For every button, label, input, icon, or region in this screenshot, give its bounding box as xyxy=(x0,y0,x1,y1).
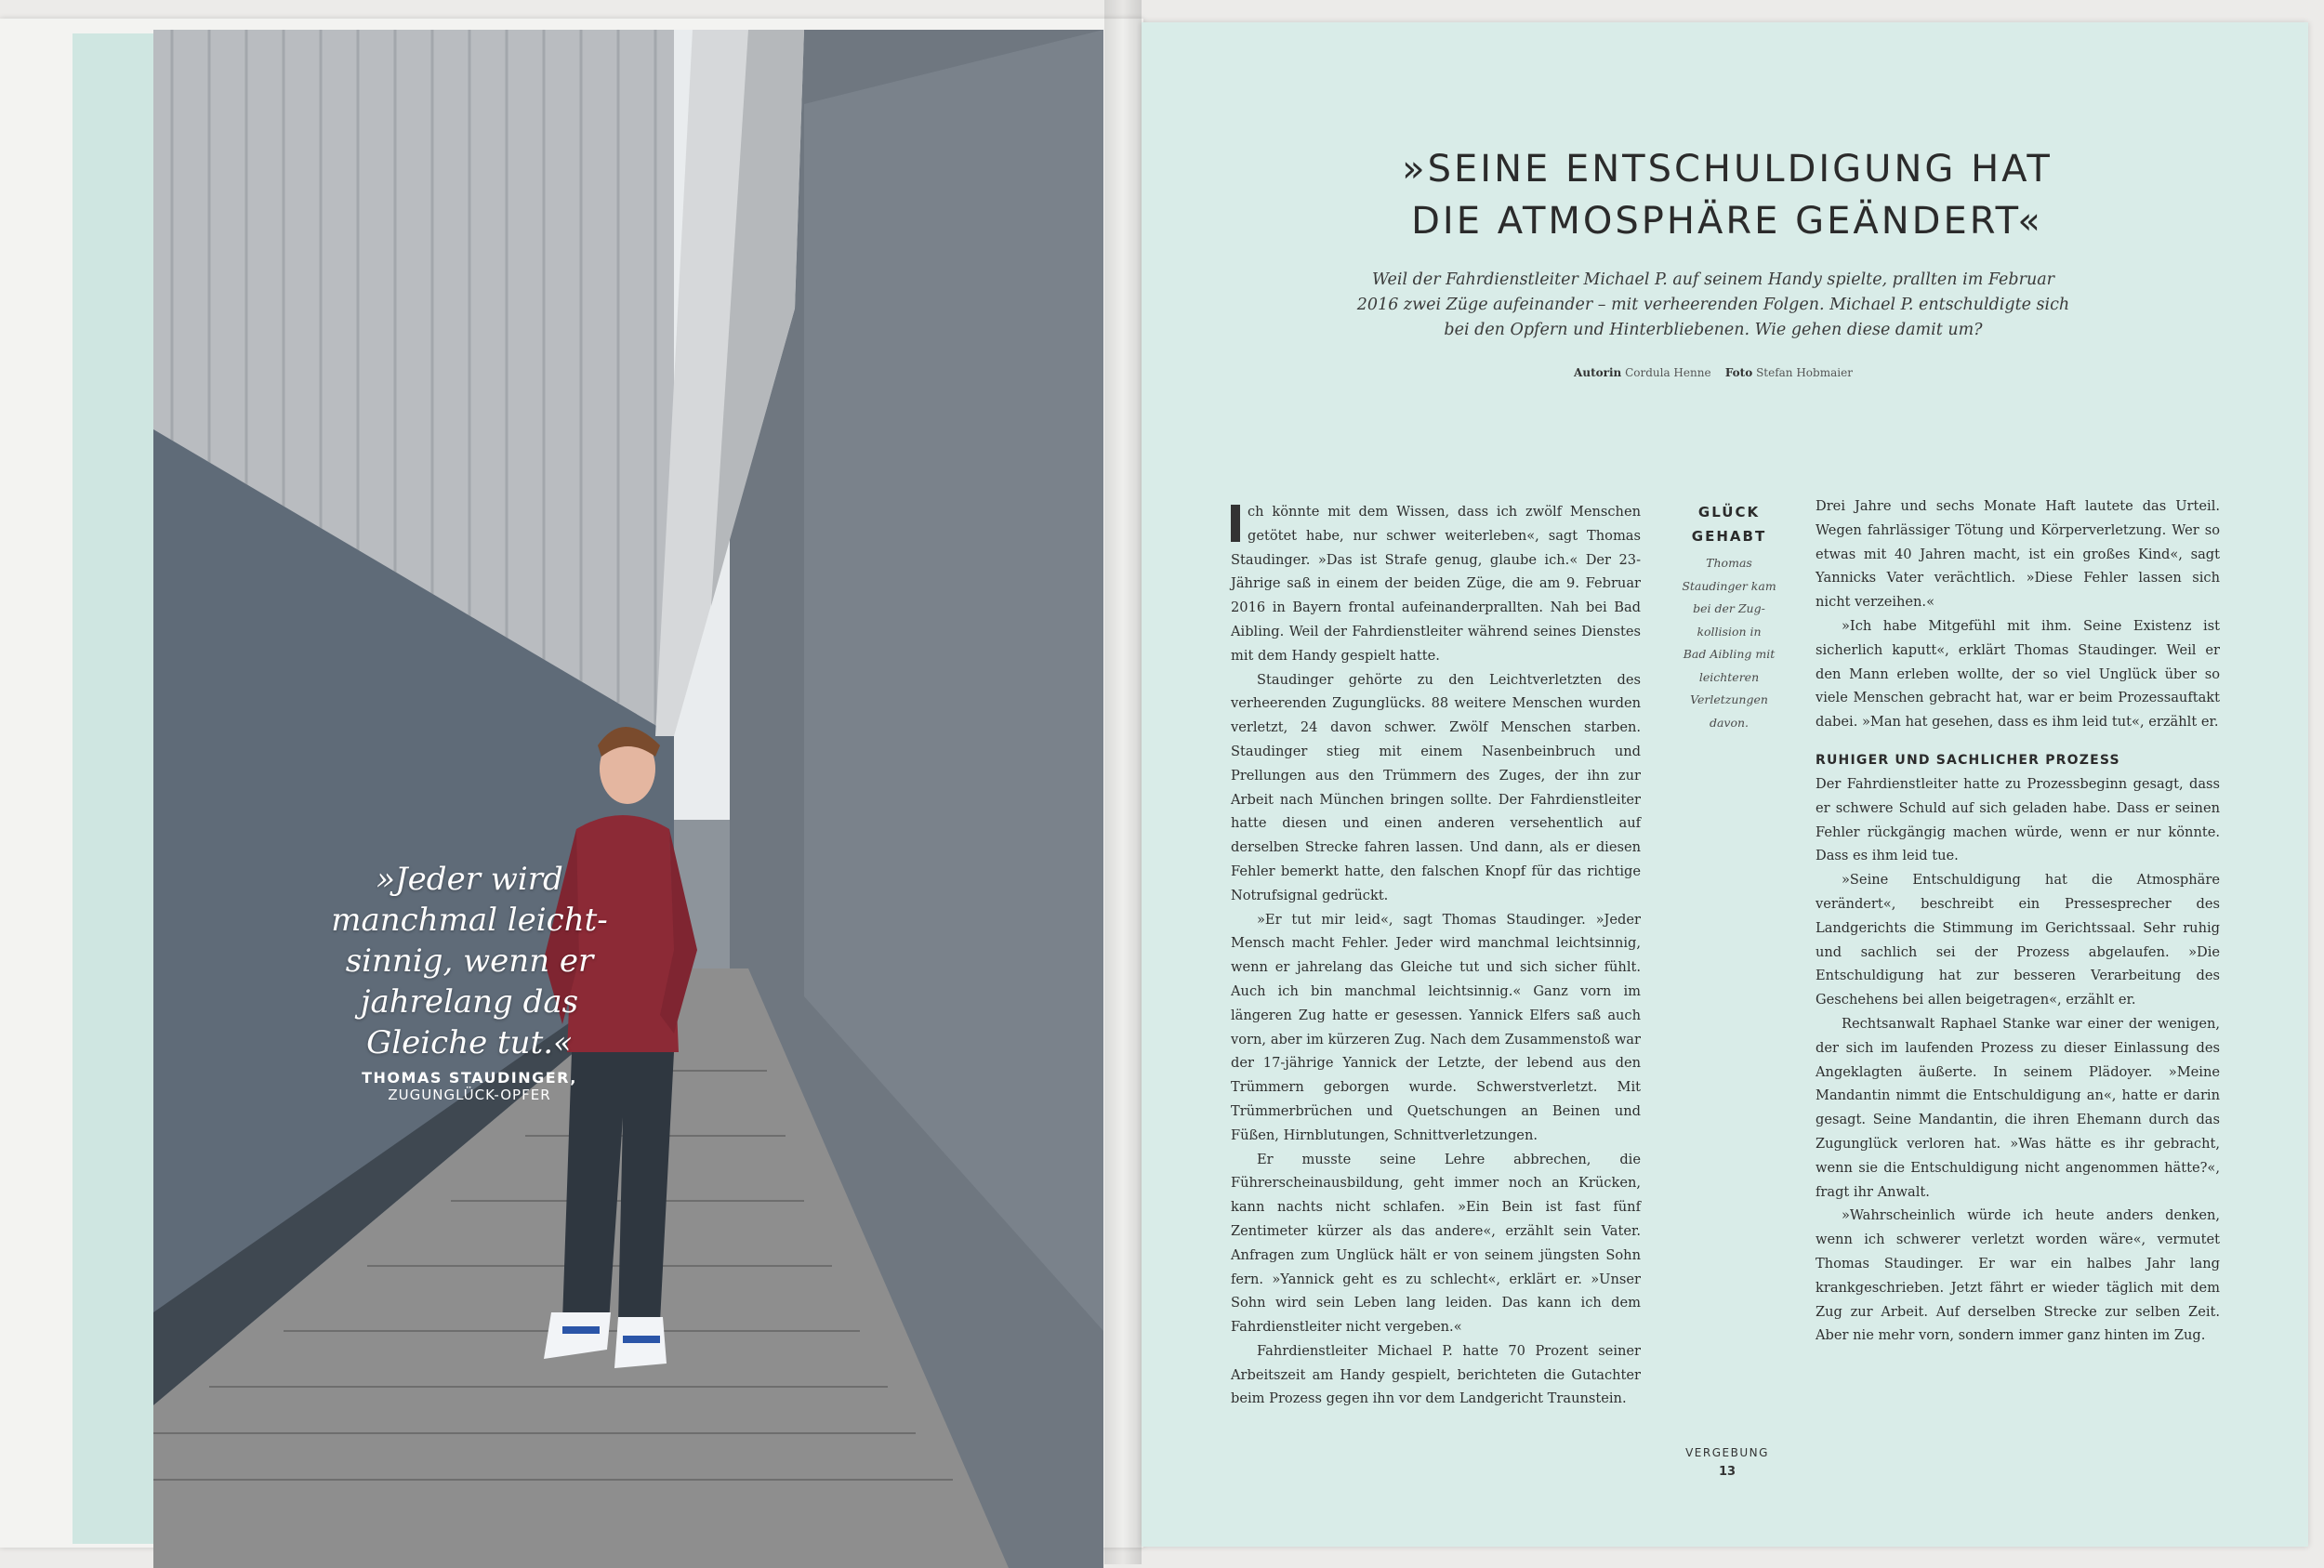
headline-line-2: DIE ATMOSPHÄRE GEÄNDERT« xyxy=(1411,200,2043,243)
photo-label: Foto xyxy=(1724,366,1753,379)
mint-color-strip xyxy=(73,33,162,1544)
page-number: 13 xyxy=(1718,1465,1736,1479)
paragraph: Rechtsanwalt Raphael Stanke war einer der wenigen, der sich im laufenden Prozess zu dieser Einlassung des Angeklagten äußerte. In seinem Plädoyer. »Meine Mandantin nimmt die Entschuldigung an«, hatte er darin gesagt. Seine Mandantin, die ihren Ehemann durch das Zugunglück verloren hat. »Was hätte es ihr gebracht, wenn sie die Entschuldigung nicht angenommen hätte?«, fragt ihr Anwalt. xyxy=(1816,1015,2220,1200)
side-note-title: GLÜCK GEHABT xyxy=(1691,504,1767,545)
paragraph: »Ich habe Mitgefühl mit ihm. Seine Existenz ist sicherlich kaputt«, erklärt Thomas Staudinger. Weil er den Mann erleben wollte, der so viel Unglück über so viele Menschen gebracht hat, war er beim Prozessauftakt dabei. »Man hat gesehen, dass es ihm leid tut«, erzählt er. xyxy=(1816,617,2220,731)
portrait-photo xyxy=(153,30,1103,1568)
drop-cap-i xyxy=(1231,505,1240,542)
pull-quote-role: ZUGUNGLÜCK-OPFER xyxy=(388,1087,551,1103)
book-gutter xyxy=(1104,0,1142,1564)
left-page xyxy=(0,19,1143,1548)
article-intro: Weil der Fahrdienstleiter Michael P. auf seinem Handy spielte, prallten im Februar 2016 zwei Züge aufeinander – mit verheerenden Folgen. Michael P. entschuldigte sich bei den Opfern und Hinterbliebenen. Wie gehen diese damit um? xyxy=(1356,270,2070,339)
paragraph: ch könnte mit dem Wissen, dass ich zwölf Menschen getötet habe, nur schwer weiterleben«, sagt Thomas Staudinger. »Das ist Strafe genug, glaube ich.« Der 23-Jährige saß in einem der beiden Züge, die am 9. Februar 2016 in Bayern frontal aufeinanderprallten. Nah bei Bad Aibling. Weil der Fahrdienstleiter während seines Dienstes mit dem Handy gespielt hatte. xyxy=(1231,504,1641,664)
pull-quote xyxy=(321,859,618,1103)
author-label: Autorin xyxy=(1574,366,1622,379)
pull-quote-text: »Jeder wird manchmal leicht- sinnig, wenn er jahrelang das Gleiche tut.« xyxy=(331,861,608,1061)
paragraph: Der Fahrdienstleiter hatte zu Prozessbeginn gesagt, dass er schwere Schuld auf sich geladen habe. Dass er seinen Fehler rückgängig machen würde, wenn er nur könnte. Dass es ihm leid tue. xyxy=(1816,775,2220,864)
page-footer xyxy=(1597,1446,1857,1479)
article-headline xyxy=(1225,143,2229,247)
section-name: VERGEBUNG xyxy=(1685,1446,1769,1459)
paragraph: Er musste seine Lehre abbrechen, die Führerscheinausbildung, geht immer noch an Krücken, kann nachts nicht schlafen. »Ein Bein ist fast fünf Zentimeter kürzer als das andere«, erzählt sein Vater. Anfragen zum Unglück hält er von seinem jüngsten Sohn fern. »Yannick geht es zu schlecht«, erklärt er. »Unser Sohn wird sein Leben lang leiden. Das kann ich dem Fahrdienstleiter nicht vergeben.« xyxy=(1231,1151,1641,1336)
headline-line-1: »SEINE ENTSCHULDIGUNG HAT xyxy=(1402,148,2053,191)
section-subheading: RUHIGER UND SACHLICHER PROZESS xyxy=(1816,752,2120,768)
article-column-2 xyxy=(1816,494,2220,1348)
paragraph: Fahrdienstleiter Michael P. hatte 70 Prozent seiner Arbeitszeit am Handy gespielt, berichteten die Gutachter beim Prozess gegen ihn vor dem Landgericht Traunstein. xyxy=(1231,1342,1641,1407)
pull-quote-name: THOMAS STAUDINGER, xyxy=(362,1069,577,1087)
paragraph: Staudinger gehörte zu den Leichtverletzten des verheerenden Zugunglücks. 88 weitere Menschen wurden verletzt, 24 davon schwer. Zwölf Menschen starben. Staudinger stieg mit einem Nasenbeinbruch und Prellungen aus den Trümmern des Zuges, der ihn zur Arbeit nach München bringen sollte. Der Fahrdienstleiter hatte diesen und einen anderen versehentlich auf derselben Strecke fahren lassen. Und dann, als er diesen Fehler bemerkt hatte, den falschen Knopf für das richtige Notrufsignal gedrückt. xyxy=(1231,671,1641,903)
article-credits xyxy=(1355,366,2071,379)
right-page xyxy=(1142,22,2308,1547)
paragraph: »Wahrscheinlich würde ich heute anders denken, wenn ich schwerer verletzt worden wäre«, vermutet Thomas Staudinger. Er war ein halbes Jahr lang krankgeschrieben. Jetzt fährt er wieder täglich mit dem Zug zur Arbeit. Auf derselben Strecke zur selben Zeit. Aber nie mehr vorn, sondern immer ganz hinten im Zug. xyxy=(1816,1207,2220,1344)
paragraph: Drei Jahre und sechs Monate Haft lautete das Urteil. Wegen fahrlässiger Tötung und Körperverletzung. Wer so etwas mit 40 Jahren macht, ist ein großes Kind«, sagt Yannicks Vater verächtlich. »Diese Fehler lassen sich nicht verzeihen.« xyxy=(1816,498,2220,611)
side-note xyxy=(1673,500,1785,734)
article-column-1 xyxy=(1231,500,1641,1411)
author-name: Cordula Henne xyxy=(1625,366,1711,379)
paragraph: »Seine Entschuldigung hat die Atmosphäre verändert«, beschreibt ein Pressesprecher des Landgerichts die Stimmung im Gerichtssaal. Sehr ruhig und sachlich sei der Prozess abgelaufen. »Die Entschuldigung hat zur besseren Verarbeitung des Geschehens bei allen beigetragen«, erzählt er. xyxy=(1816,872,2220,1008)
side-note-text: Thomas Staudinger kam bei der Zug- kollision in Bad Aibling mit leichteren Verletzungen davon. xyxy=(1682,556,1776,730)
paragraph: »Er tut mir leid«, sagt Thomas Staudinger. »Jeder Mensch macht Fehler. Jeder wird manchmal leichtsinnig, wenn er jahrelang das Gleiche tut und sich sicher fühlt. Auch ich bin manchmal leichtsinnig.« Ganz vorn im längeren Zug hatte er gesessen. Yannick Elfers saß auch vorn, aber im kürzeren Zug. Nach dem Zusammenstoß war der 17-jährige Yannick der Letzte, der lebend aus den Trümmern geborgen wurde. Schwerstverletzt. Mit Trümmerbrüchen und Quetschungen an Beinen und Füßen, Hirnblutungen, Schnittverletzungen. xyxy=(1231,911,1641,1143)
photographer-name: Stefan Hobmaier xyxy=(1756,366,1853,379)
